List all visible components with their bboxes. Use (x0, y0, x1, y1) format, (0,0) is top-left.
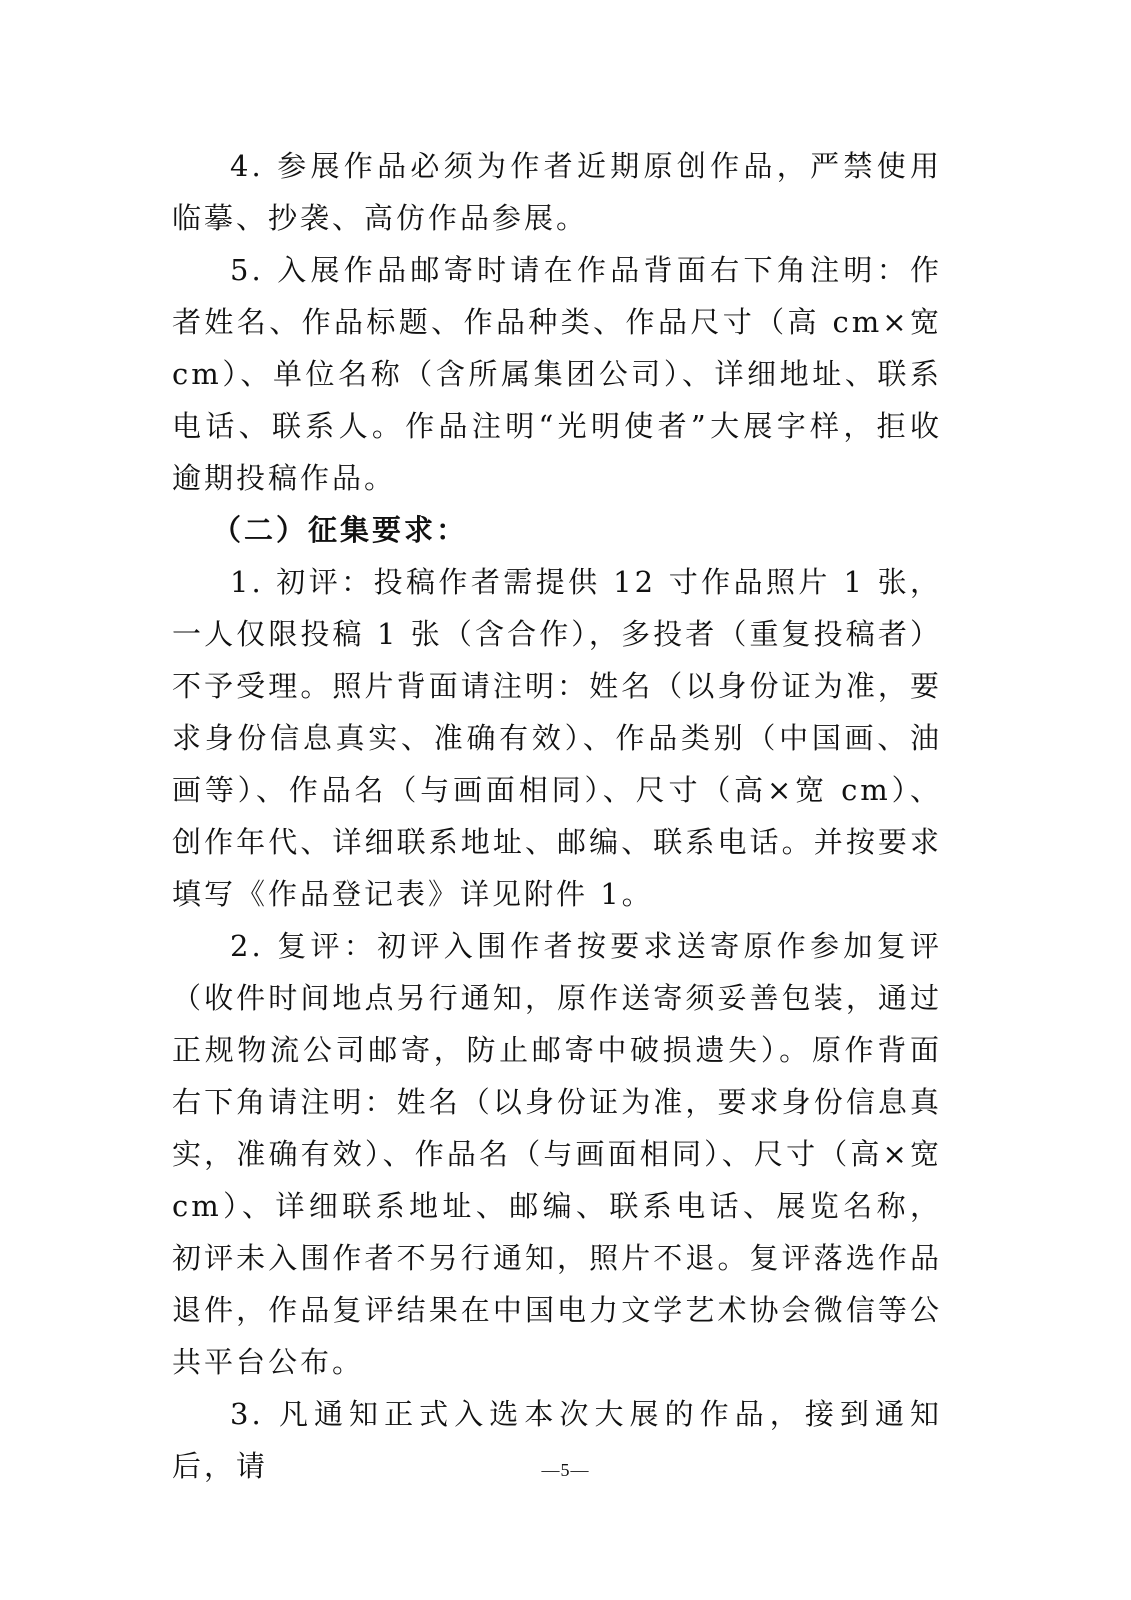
requirement-1: 1. 初评：投稿作者需提供 12 寸作品照片 1 张，一人仅限投稿 1 张（含合作），多投者（重复投稿者）不予受理。照片背面请注明：姓名（以身份证为准，要求身份信息真实、准确有效）、作品类别（中国画、油画等）、作品名（与画面相同）、尺寸（高×宽 cm）、创作年代、详细联系地址、邮编、联系电话。并按要求填写《作品登记表》详见附件 1。 (172, 565, 942, 911)
paragraph-item-4: 4. 参展作品必须为作者近期原创作品，严禁使用临摹、抄袭、高仿作品参展。 (172, 149, 942, 235)
page-number: —5— (541, 1460, 590, 1480)
paragraph-item-5: 5. 入展作品邮寄时请在作品背面右下角注明：作者姓名、作品标题、作品种类、作品尺寸（高 cm×宽 cm）、单位名称（含所属集团公司）、详细地址、联系电话、联系人。作品注明“光明使者”大展字样，拒收逾期投稿作品。 (172, 253, 942, 495)
document-body (172, 140, 942, 1492)
requirement-2: 2. 复评：初评入围作者按要求送寄原作参加复评（收件时间地点另行通知，原作送寄须妥善包装，通过正规物流公司邮寄，防止邮寄中破损遗失）。原作背面右下角请注明：姓名（以身份证为准，要求身份信息真实，准确有效）、作品名（与画面相同）、尺寸（高×宽 cm）、详细联系地址、邮编、联系电话、展览名称，初评未入围作者不另行通知，照片不退。复评落选作品退件，作品复评结果在中国电力文学艺术协会微信等公共平台公布。 (172, 929, 942, 1379)
requirement-3: 3. 凡通知正式入选本次大展的作品，接到通知后，请 (172, 1397, 942, 1483)
section-heading: （二）征集要求： (212, 513, 469, 547)
